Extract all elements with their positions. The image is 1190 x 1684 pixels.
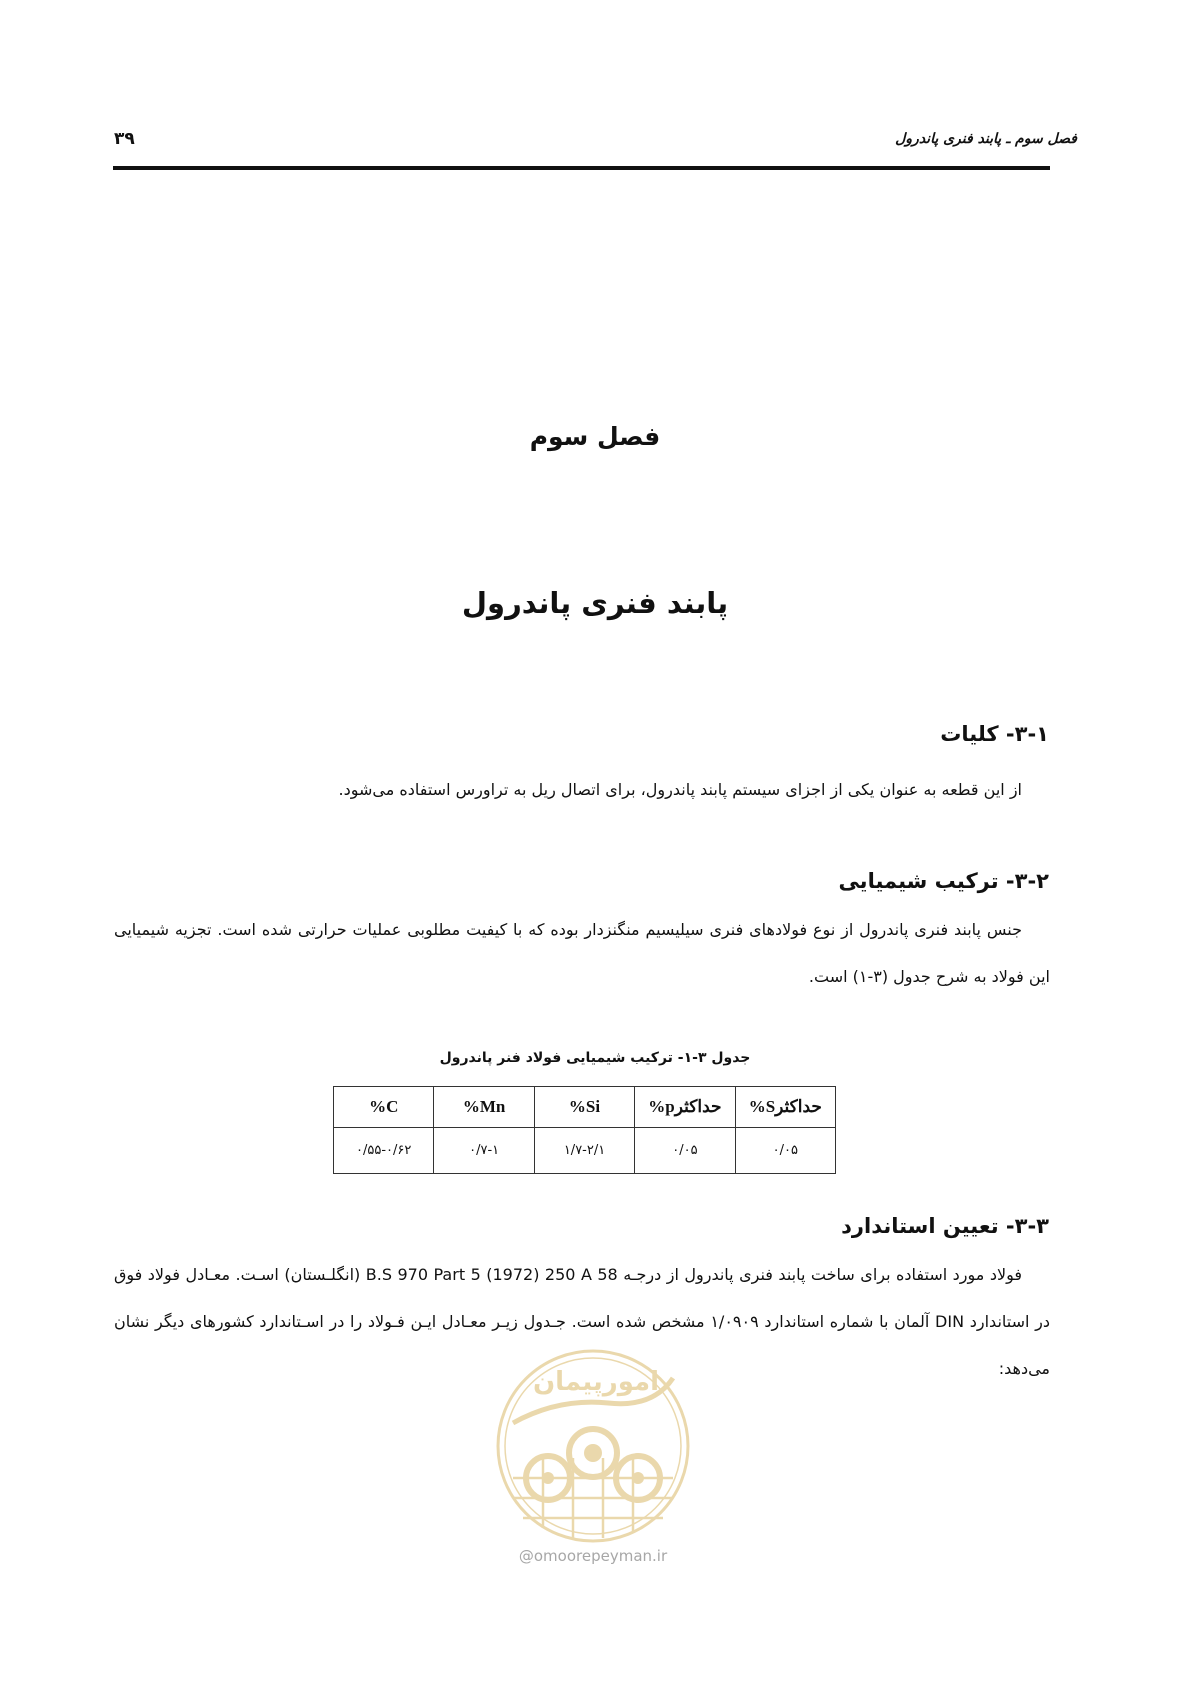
section-paragraph-general: از این قطعه به عنوان یکی از اجزای سیستم پابند پاندرول، برای اتصال ریل به تراورس استفاده می‌شود. xyxy=(338,780,1022,799)
table-cell: ۰/۵۵-۰/۶۲ xyxy=(334,1128,434,1174)
section-heading-general: ۳-۱- کلیات xyxy=(940,722,1049,746)
table-caption: جدول ۳-۱- ترکیب شیمیایی فولاد فنر پاندرول xyxy=(439,1050,751,1066)
table-cell: ۰/۷-۱ xyxy=(434,1128,534,1174)
table-header-cell: حداکثرS% xyxy=(735,1087,835,1128)
table-cell: ۱/۷-۲/۱ xyxy=(534,1128,634,1174)
chapter-label: فصل سوم xyxy=(529,422,661,451)
table-header-cell: %C xyxy=(334,1087,434,1128)
table-header-cell: حداکثرp% xyxy=(635,1087,735,1128)
watermark-logo xyxy=(478,1328,708,1568)
watermark-emblem-text: امورپیمان xyxy=(532,1367,660,1397)
section-heading-chemical-composition: ۳-۲- ترکیب شیمیایی xyxy=(838,869,1049,893)
header-divider xyxy=(113,166,1050,170)
watermark-site-text: @omoorepeyman.ir xyxy=(518,1547,668,1565)
table-row xyxy=(334,1128,836,1174)
table-header-cell: %Si xyxy=(534,1087,634,1128)
chapter-title: پابند فنری پاندرول xyxy=(461,586,729,620)
table-cell: ۰/۰۵ xyxy=(635,1128,735,1174)
table-cell: ۰/۰۵ xyxy=(735,1128,835,1174)
page-number: ۳۹ xyxy=(114,129,135,149)
running-header-title: فصل سوم ـ پابند فنری پاندرول xyxy=(895,131,1077,147)
section-paragraph-standard: فولاد مورد استفاده برای ساخت پابند فنری پاندرول از درجـه B.S 970 Part 5 (1972) 250 A 58 (انگلـستان) اسـت. معـادل فولاد فوق در استاندارد DIN آلمان با شماره استاندارد ۱/۰۹۰۹ مشخص شده است. جـدول زیـر معـادل ایـن فـولاد را در اسـتاندارد کشورهای دیگر نشان می‌دهد: xyxy=(114,1265,1051,1378)
chemical-composition-table xyxy=(333,1086,836,1174)
table-header-row xyxy=(334,1087,836,1128)
section-heading-standard: ۳-۳- تعیین استاندارد xyxy=(841,1214,1049,1238)
table-header-cell: %Mn xyxy=(434,1087,534,1128)
section-paragraph-chemical-composition: جنس پابند فنری پاندرول از نوع فولادهای فنری سیلیسیم منگنزدار بوده که با کیفیت مطلوبی عملیات حرارتی شده است. تجزیه شیمیایی این فولاد به شرح جدول (۳-۱) است. xyxy=(114,920,1050,986)
